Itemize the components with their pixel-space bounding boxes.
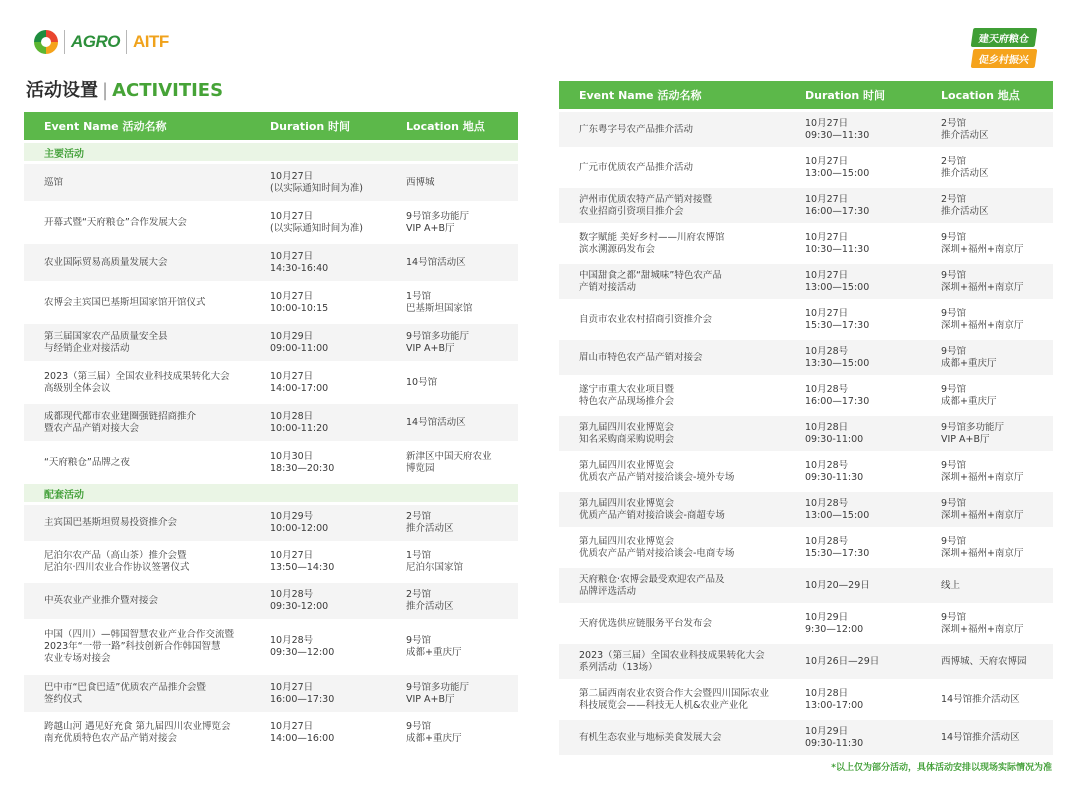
- event-name-cell: 第二届西南农业农资合作大会暨四川国际农业 科技展览会——科技无人机&农业产业化: [579, 687, 770, 711]
- event-name-cell: 自贡市农业农村招商引资推介会: [579, 313, 713, 325]
- slogan-tags: [972, 28, 1036, 68]
- event-name-cell: 中国甜食之都“甜城味”特色农产品 产销对接活动: [579, 269, 722, 293]
- event-name-cell: 成都现代都市农业建圈强链招商推介 暨农产品产销对接大会: [44, 410, 197, 434]
- table-row: [24, 583, 518, 619]
- event-name-cell: 农博会主宾国巴基斯坦国家馆开馆仪式: [44, 296, 206, 308]
- event-name-cell: 巡馆: [44, 176, 64, 188]
- event-time-cell: 10月27日 13:00—15:00: [805, 155, 870, 179]
- event-location-cell: 14号馆推介活动区: [941, 693, 1020, 705]
- event-name-cell: 第九届四川农业博览会 优质产品产销对接洽谈会-商超专场: [579, 497, 725, 521]
- event-time-cell: 10月26日—29日: [805, 655, 880, 667]
- event-time-cell: 10月28日 09:30-11:00: [805, 421, 864, 445]
- activities-table-right: [559, 81, 1053, 755]
- logo-divider: [126, 30, 127, 54]
- page-title-en: ACTIVITIES: [112, 80, 224, 101]
- table-header: [559, 81, 1053, 109]
- table-row: [24, 444, 518, 481]
- event-location-cell: 9号馆 深圳+福州+南京厅: [941, 307, 1024, 331]
- table-row: [24, 715, 518, 751]
- column-header-time: Duration 时间: [270, 120, 351, 133]
- event-time-cell: 10月28号 15:30—17:30: [805, 535, 870, 559]
- table-row: [24, 364, 518, 401]
- logo-group: [34, 30, 169, 54]
- table-row: [559, 492, 1053, 527]
- event-time-cell: 10月30日 18:30—20:30: [270, 450, 335, 474]
- table-row: [559, 264, 1053, 299]
- event-location-cell: 9号馆 成都+重庆厅: [941, 345, 997, 369]
- logo-divider: [64, 30, 65, 54]
- event-time-cell: 10月28号 09:30-11:30: [805, 459, 864, 483]
- table-row: [24, 622, 518, 672]
- event-location-cell: 9号馆 深圳+福州+南京厅: [941, 497, 1024, 521]
- event-location-cell: 新津区中国天府农业 博览园: [406, 450, 492, 474]
- event-location-cell: 线上: [941, 579, 961, 591]
- event-location-cell: 9号馆多功能厅 VIP A+B厅: [406, 210, 470, 234]
- slogan-tag-bottom: 促乡村振兴: [971, 49, 1038, 68]
- table-row: [559, 606, 1053, 641]
- table-row: [24, 505, 518, 541]
- event-time-cell: 10月28号 09:30—12:00: [270, 635, 335, 658]
- event-location-cell: 2号馆 推介活动区: [941, 117, 989, 141]
- event-time-cell: 10月27日 13:00—15:00: [805, 269, 870, 293]
- event-time-cell: 10月28号 13:30—15:00: [805, 345, 870, 369]
- expo-emblem-icon: [34, 30, 58, 54]
- event-name-cell: 巴中市“巴食巴适”优质农产品推介会暨 签约仪式: [44, 681, 206, 705]
- event-time-cell: 10月27日 10:30—11:30: [805, 231, 870, 255]
- table-row: [24, 284, 518, 321]
- event-location-cell: 14号馆活动区: [406, 256, 466, 268]
- event-time-cell: 10月27日 16:00—17:30: [805, 193, 870, 217]
- table-row: [559, 188, 1053, 223]
- event-name-cell: 第九届四川农业博览会 优质农产品产销对接洽谈会-境外专场: [579, 459, 735, 483]
- table-row: [559, 454, 1053, 489]
- event-name-cell: 广元市优质农产品推介活动: [579, 161, 694, 173]
- event-location-cell: 9号馆 成都+重庆厅: [406, 635, 462, 658]
- event-time-cell: 10月27日 (以实际通知时间为准): [270, 170, 363, 194]
- event-time-cell: 10月27日 14:00—16:00: [270, 721, 335, 744]
- event-name-cell: 2023（第三届）全国农业科技成果转化大会 高级别全体会议: [44, 370, 230, 394]
- event-time-cell: 10月27日 14:30-16:40: [270, 250, 329, 274]
- event-time-cell: 10月28日 10:00-11:20: [270, 410, 329, 434]
- event-location-cell: 9号馆 成都+重庆厅: [406, 721, 462, 744]
- event-location-cell: 9号馆 深圳+福州+南京厅: [941, 269, 1024, 293]
- table-row: [24, 204, 518, 241]
- event-name-cell: 主宾国巴基斯坦贸易投资推介会: [44, 517, 178, 528]
- event-time-cell: 10月27日 14:00-17:00: [270, 370, 329, 394]
- event-location-cell: 西博城、天府农博园: [941, 655, 1027, 667]
- event-time-cell: 10月28号 09:30-12:00: [270, 589, 329, 612]
- event-time-cell: 10月27日 13:50—14:30: [270, 550, 335, 573]
- table-row: [24, 244, 518, 281]
- event-time-cell: 10月27日 (以实际通知时间为准): [270, 210, 363, 234]
- event-location-cell: 2号馆 推介活动区: [941, 155, 989, 179]
- event-location-cell: 2号馆 推介活动区: [941, 193, 989, 217]
- event-name-cell: 第三届国家农产品质量安全县 与经销企业对接活动: [44, 330, 168, 354]
- event-location-cell: 14号馆活动区: [406, 416, 466, 428]
- table-row: [559, 226, 1053, 261]
- event-name-cell: 遂宁市重大农业项目暨 特色农产品现场推介会: [579, 383, 675, 407]
- event-location-cell: 9号馆 深圳+福州+南京厅: [941, 459, 1024, 483]
- event-location-cell: 2号馆 推介活动区: [406, 511, 454, 534]
- agro-logo: AGRO: [71, 32, 120, 51]
- column-header-name: Event Name 活动名称: [44, 120, 167, 133]
- table-row: [559, 378, 1053, 413]
- event-time-cell: 10月28号 13:00—15:00: [805, 497, 870, 521]
- event-name-cell: 尼泊尔农产品（高山茶）推介会暨 尼泊尔·四川农业合作协议签署仪式: [44, 550, 190, 573]
- event-name-cell: 中英农业产业推介暨对接会: [44, 595, 159, 606]
- event-location-cell: 9号馆 成都+重庆厅: [941, 383, 997, 407]
- event-time-cell: 10月29日 09:00-11:00: [270, 330, 329, 354]
- event-time-cell: 10月28日 13:00-17:00: [805, 687, 864, 711]
- event-name-cell: “天府粮仓”品牌之夜: [44, 456, 130, 468]
- event-name-cell: 眉山市特色农产品产销对接会: [579, 351, 703, 363]
- table-row: [24, 164, 518, 201]
- event-location-cell: 9号馆多功能厅 VIP A+B厅: [406, 681, 470, 705]
- column-header-location: Location 地点: [941, 89, 1020, 102]
- footnote: *以上仅为部分活动，具体活动安排以现场实际情况为准: [831, 763, 1052, 773]
- event-name-cell: 第九届四川农业博览会 优质农产品产销对接洽谈会-电商专场: [579, 535, 735, 559]
- activities-table-left: [24, 112, 518, 751]
- column-header-location: Location 地点: [406, 120, 485, 133]
- event-name-cell: 农业国际贸易高质量发展大会: [44, 256, 168, 268]
- event-time-cell: 10月28号 16:00—17:30: [805, 383, 870, 407]
- section-main-activities: 主要活动: [24, 143, 518, 161]
- event-name-cell: 天府优选供应链服务平台发布会: [579, 617, 713, 629]
- event-name-cell: 开幕式暨“天府粮仓”合作发展大会: [44, 216, 187, 228]
- event-location-cell: 9号馆多功能厅 VIP A+B厅: [941, 421, 1005, 445]
- event-location-cell: 9号馆 深圳+福州+南京厅: [941, 231, 1024, 255]
- page-title-cn: 活动设置: [26, 80, 98, 101]
- event-time-cell: 10月29日 9:30—12:00: [805, 611, 864, 635]
- event-location-cell: 2号馆 推介活动区: [406, 589, 454, 612]
- table-row: [559, 644, 1053, 679]
- event-name-cell: 广东粤字号农产品推介活动: [579, 123, 694, 135]
- table-row: [559, 112, 1053, 147]
- event-time-cell: 10月29号 10:00-12:00: [270, 511, 329, 534]
- table-row: [559, 682, 1053, 717]
- slogan-tag-top: 建天府粮仓: [971, 28, 1038, 47]
- event-time-cell: 10月27日 09:30—11:30: [805, 117, 870, 141]
- event-location-cell: 1号馆 尼泊尔国家馆: [406, 550, 464, 573]
- table-row: [559, 150, 1053, 185]
- event-name-cell: 第九届四川农业博览会 知名采购商采购说明会: [579, 421, 675, 445]
- event-time-cell: 10月29日 09:30-11:30: [805, 725, 864, 749]
- event-location-cell: 1号馆 巴基斯坦国家馆: [406, 290, 473, 314]
- table-row: [24, 404, 518, 441]
- event-location-cell: 9号馆 深圳+福州+南京厅: [941, 611, 1024, 635]
- section-supporting-activities: 配套活动: [24, 484, 518, 502]
- table-row: [559, 530, 1053, 565]
- event-location-cell: 14号馆推介活动区: [941, 731, 1020, 743]
- event-time-cell: 10月27日 10:00-10:15: [270, 290, 329, 314]
- event-time-cell: 10月27日 15:30—17:30: [805, 307, 870, 331]
- event-name-cell: 有机生态农业与地标美食发展大会: [579, 731, 722, 743]
- table-row: [24, 675, 518, 712]
- event-location-cell: 9号馆多功能厅 VIP A+B厅: [406, 330, 470, 354]
- table-row: [559, 416, 1053, 451]
- column-header-time: Duration 时间: [805, 89, 886, 102]
- event-time-cell: 10月27日 16:00—17:30: [270, 681, 335, 705]
- event-name-cell: 中国（四川）—韩国智慧农业产业合作交流暨 2023年“一带一路”科技创新合作韩国智慧 农业专场对接会: [44, 629, 235, 664]
- aitf-logo: AITF: [133, 32, 169, 51]
- table-row: [24, 324, 518, 361]
- event-name-cell: 泸州市优质农特产品产销对接暨 农业招商引资项目推介会: [579, 193, 713, 217]
- table-row: [559, 302, 1053, 337]
- event-name-cell: 天府粮仓·农博会最受欢迎农产品及 品牌评选活动: [579, 573, 725, 597]
- event-name-cell: 跨越山河 遇见好充食 第九届四川农业博览会 南充优质特色农产品产销对接会: [44, 721, 231, 744]
- page-title: 活动设置 | ACTIVITIES: [26, 80, 224, 101]
- table-header: [24, 112, 518, 140]
- event-location-cell: 10号馆: [406, 376, 438, 388]
- event-name-cell: 数字赋能 美好乡村——川府农博馆 滨水溯源码发布会: [579, 231, 725, 255]
- column-header-name: Event Name 活动名称: [579, 89, 702, 102]
- event-location-cell: 西博城: [406, 176, 435, 188]
- event-time-cell: 10月20—29日: [805, 579, 870, 591]
- table-row: [24, 544, 518, 580]
- event-location-cell: 9号馆 深圳+福州+南京厅: [941, 535, 1024, 559]
- event-name-cell: 2023（第三届）全国农业科技成果转化大会 系列活动（13场）: [579, 649, 765, 673]
- table-row: [559, 720, 1053, 755]
- table-row: [559, 568, 1053, 603]
- table-row: [559, 340, 1053, 375]
